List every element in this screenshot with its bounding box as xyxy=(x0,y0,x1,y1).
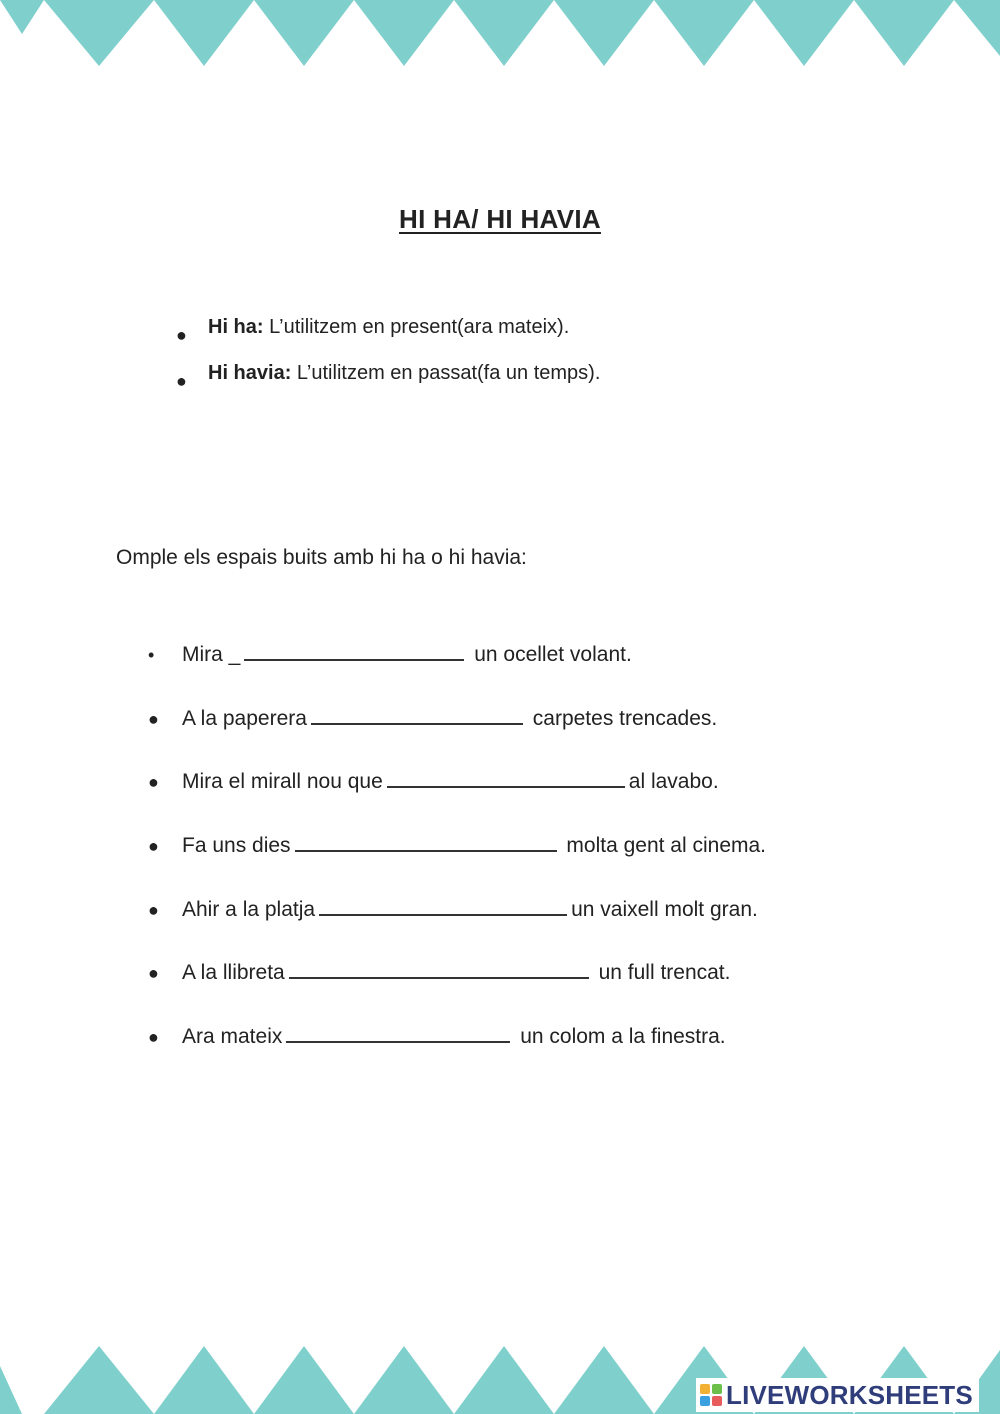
answer-blank[interactable] xyxy=(295,830,557,852)
exercise-text-before: Mira _ xyxy=(182,643,241,666)
exercise-text-after: un vaixell molt gran. xyxy=(571,897,758,921)
definition-term: Hi havia: xyxy=(208,362,292,384)
bullet-icon: • xyxy=(148,645,155,665)
exercise-text-before: Fa uns dies xyxy=(182,834,291,858)
answer-blank[interactable] xyxy=(311,703,523,725)
bullet-icon: ● xyxy=(148,899,159,920)
exercise-item xyxy=(148,893,766,957)
exercise-item xyxy=(148,829,766,893)
answer-blank[interactable] xyxy=(286,1021,510,1043)
exercise-text-after: carpetes trencades. xyxy=(526,706,718,730)
definition-text: L’utilitzem en passat(fa un temps). xyxy=(291,362,601,384)
bullet-icon: ● xyxy=(176,371,187,391)
bullet-icon: ● xyxy=(148,963,159,984)
decorative-border-top xyxy=(0,0,1000,68)
logo-squares-icon xyxy=(700,1384,722,1406)
answer-blank[interactable] xyxy=(387,766,625,788)
answer-blank[interactable] xyxy=(289,957,589,979)
bullet-icon: ● xyxy=(148,836,159,857)
exercise-text-after: un ocellet volant. xyxy=(468,643,632,666)
definition-item xyxy=(176,358,600,404)
exercise-text-after: molta gent al cinema. xyxy=(560,834,766,858)
exercise-item xyxy=(148,1020,766,1084)
exercise-text-before: Ara mateix xyxy=(182,1025,283,1049)
bullet-icon: ● xyxy=(148,772,159,793)
definition-item xyxy=(176,312,600,358)
exercise-item xyxy=(148,702,766,766)
brand-name: LIVEWORKSHEETS xyxy=(726,1379,973,1410)
bullet-icon: ● xyxy=(148,708,159,729)
definition-text: L’utilitzem en present(ara mateix). xyxy=(263,316,570,338)
exercise-item xyxy=(148,956,766,1020)
exercise-text-after: un full trencat. xyxy=(592,961,731,985)
answer-blank[interactable] xyxy=(319,894,567,916)
exercise-item xyxy=(148,638,766,702)
exercise-text-before: Mira el mirall nou que xyxy=(182,770,383,794)
exercise-text-before: A la llibreta xyxy=(182,961,285,985)
exercise-text-before: A la paperera xyxy=(182,706,307,730)
liveworksheets-logo xyxy=(696,1378,979,1412)
exercise-text-after: al lavabo. xyxy=(628,770,719,794)
exercise-text-before: Ahir a la platja xyxy=(182,897,316,921)
bullet-icon: ● xyxy=(176,325,187,345)
page-title: HI HA/ HI HAVIA xyxy=(399,204,601,234)
definitions-list xyxy=(176,312,600,404)
exercise-item xyxy=(148,765,766,829)
exercise-list xyxy=(148,638,766,1084)
instruction-text: Omple els espais buits amb hi ha o hi havia: xyxy=(116,546,527,569)
answer-blank[interactable] xyxy=(244,639,464,661)
definition-term: Hi ha: xyxy=(208,316,264,338)
bullet-icon: ● xyxy=(148,1027,159,1048)
exercise-text-after: un colom a la finestra. xyxy=(514,1025,726,1049)
